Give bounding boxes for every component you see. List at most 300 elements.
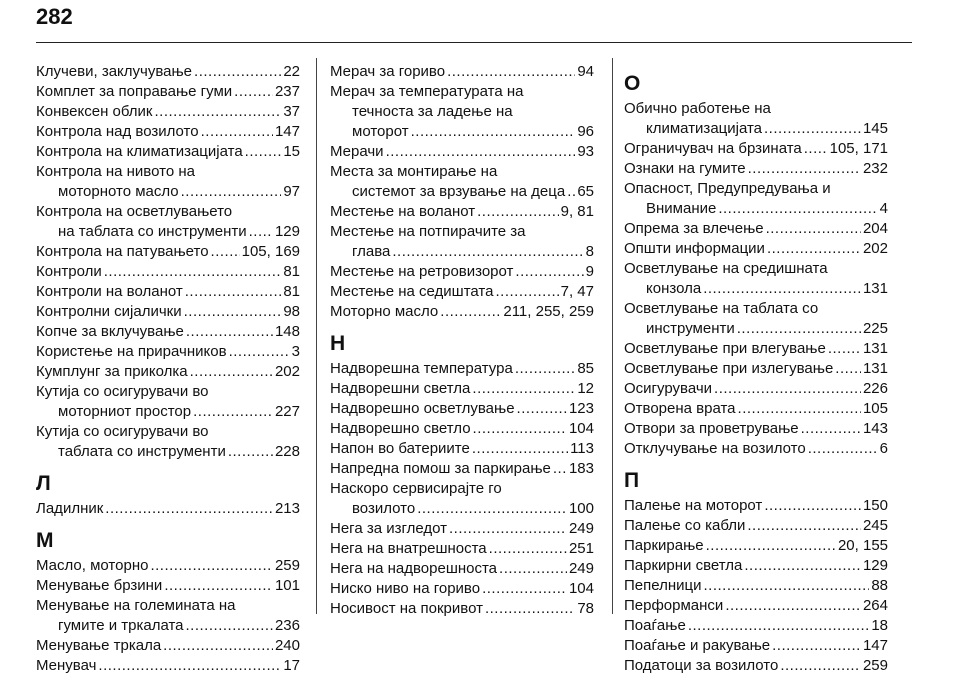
index-entry-term: Места за монтирање на xyxy=(330,163,498,180)
dot-leader xyxy=(482,579,567,599)
index-entry xyxy=(624,439,888,459)
index-entry xyxy=(624,359,888,379)
index-entry-pages: 145 xyxy=(862,120,888,137)
index-entry xyxy=(624,159,888,179)
index-entry-term: Надворешна температура xyxy=(330,360,513,377)
index-entry-term: Ладилник xyxy=(36,500,104,517)
index-entry-term: Податоци за возилото xyxy=(624,657,779,674)
index-entry-row xyxy=(330,579,594,599)
index-entry xyxy=(330,262,594,282)
index-entry-term: Ознаки на гумите xyxy=(624,160,746,177)
index-entry-pages: 143 xyxy=(862,420,888,437)
index-entry xyxy=(36,382,300,422)
index-entry-row xyxy=(330,439,594,459)
index-entry-term: Осветлување при излегување xyxy=(624,360,834,377)
index-entry-row xyxy=(330,142,594,162)
index-entry-row xyxy=(36,122,300,142)
index-entry-term: Контроли на воланот xyxy=(36,283,183,300)
index-entry xyxy=(330,559,594,579)
index-entry xyxy=(36,322,300,342)
dot-leader xyxy=(181,182,282,202)
index-letter-heading: П xyxy=(624,469,640,492)
index-entry-pages: 213 xyxy=(274,500,300,517)
dot-leader xyxy=(553,459,567,479)
index-entry xyxy=(624,399,888,419)
dot-leader xyxy=(835,359,861,379)
dot-leader xyxy=(163,636,273,656)
dot-leader xyxy=(211,242,240,262)
index-entry-row xyxy=(330,399,594,419)
index-entry-pages: 81 xyxy=(283,263,300,280)
index-entry-term: Конвексен облик xyxy=(36,103,153,120)
dot-leader xyxy=(828,339,861,359)
index-entry-row xyxy=(624,596,888,616)
dot-leader xyxy=(517,399,567,419)
index-entry-pages: 202 xyxy=(862,240,888,257)
page-number: 282 xyxy=(36,4,73,29)
index-entry-pages: 20, 155 xyxy=(837,537,888,554)
index-entry-pages: 148 xyxy=(274,323,300,340)
index-entry xyxy=(36,422,300,462)
dot-leader xyxy=(472,439,568,459)
dot-leader xyxy=(747,516,861,536)
index-entry-row xyxy=(330,302,594,322)
index-entry-term: Масло, моторно xyxy=(36,557,149,574)
index-entry-pages: 93 xyxy=(577,143,594,160)
index-entry-subterm: конзола xyxy=(646,280,702,297)
index-entry-term: Општи информации xyxy=(624,240,765,257)
index-entry-term: Осветлување на таблата со xyxy=(624,300,819,317)
index-entry-row xyxy=(624,279,888,299)
index-entry-term: Опрема за влечење xyxy=(624,220,764,237)
index-entry-term: Опасност, Предупредувања и xyxy=(624,180,831,197)
index-entry-row xyxy=(330,559,594,579)
index-entry-pages: 65 xyxy=(577,183,594,200)
index-entry-term: Нега на внатрешноста xyxy=(330,540,487,557)
index-entry-pages: 105, 169 xyxy=(241,243,300,260)
index-entry-pages: 88 xyxy=(871,577,888,594)
dot-leader xyxy=(703,279,861,299)
index-entry-term: Контрола над возилото xyxy=(36,123,199,140)
index-letter-heading: М xyxy=(36,529,54,552)
index-entry-row xyxy=(624,339,888,359)
index-entry-pages: 105 xyxy=(862,400,888,417)
index-entry xyxy=(36,242,300,262)
dot-leader xyxy=(780,656,861,676)
index-entry xyxy=(624,496,888,516)
index-entry-pages: 245 xyxy=(862,517,888,534)
index-entry-term: Менување брзини xyxy=(36,577,163,594)
dot-leader xyxy=(718,199,877,219)
index-entry-term: Отворена врата xyxy=(624,400,736,417)
index-entry-term: Перформанси xyxy=(624,597,724,614)
dot-leader xyxy=(447,62,575,82)
index-entry xyxy=(36,262,300,282)
index-entry xyxy=(624,636,888,656)
index-entry-row xyxy=(330,459,594,479)
index-entry-term: Поаѓање xyxy=(624,617,686,634)
index-entry-pages: 8 xyxy=(585,243,594,260)
dot-leader xyxy=(499,559,567,579)
index-entry-term: Менувач xyxy=(36,657,97,674)
index-entry-subterm: возилото xyxy=(352,500,416,517)
dot-leader xyxy=(184,302,282,322)
index-entry-term: Нега на надворешноста xyxy=(330,560,498,577)
index-entry-row xyxy=(624,139,888,159)
index-entry-term: Местење на ретровизорот xyxy=(330,263,514,280)
index-entry-row xyxy=(624,556,888,576)
dot-leader xyxy=(185,282,282,302)
index-entry-row xyxy=(36,222,300,242)
dot-leader xyxy=(201,122,273,142)
index-entry-row xyxy=(624,119,888,139)
index-entry-pages: 147 xyxy=(274,123,300,140)
index-entry xyxy=(624,219,888,239)
index-entry-pages: 97 xyxy=(283,183,300,200)
index-entry-term: Пепелници xyxy=(624,577,702,594)
index-entry-row xyxy=(36,82,300,102)
index-entry-row xyxy=(624,536,888,556)
index-entry-pages: 104 xyxy=(568,580,594,597)
dot-leader xyxy=(495,282,558,302)
index-entry-subterm: системот за врзување на деца xyxy=(352,183,566,200)
dot-leader xyxy=(808,439,878,459)
index-entry xyxy=(330,82,594,142)
dot-leader xyxy=(766,219,861,239)
index-entry xyxy=(624,139,888,159)
index-entry-row xyxy=(36,282,300,302)
index-entry-pages: 81 xyxy=(283,283,300,300)
index-entry-row xyxy=(624,399,888,419)
index-entry xyxy=(330,302,594,322)
index-entry-pages: 129 xyxy=(862,557,888,574)
index-entry-row xyxy=(330,519,594,539)
dot-leader xyxy=(737,319,861,339)
index-entry-row xyxy=(624,616,888,636)
dot-leader xyxy=(764,496,861,516)
index-entry-row xyxy=(36,576,300,596)
index-entry-term: Контрола на осветлувањето xyxy=(36,203,233,220)
index-entry-row xyxy=(36,499,300,519)
dot-leader xyxy=(714,379,861,399)
index-entry-row xyxy=(36,322,300,342)
index-entry-pages: 264 xyxy=(862,597,888,614)
index-entry-row xyxy=(36,556,300,576)
index-entry-row xyxy=(330,599,594,619)
index-entry-pages: 211, 255, 259 xyxy=(503,303,594,320)
dot-leader xyxy=(449,519,567,539)
index-entry xyxy=(624,596,888,616)
index-entry-row xyxy=(330,202,594,222)
index-entry-term: Обично работење на xyxy=(624,100,771,117)
index-entry xyxy=(330,419,594,439)
index-entry xyxy=(624,179,888,219)
index-entry-pages: 259 xyxy=(274,557,300,574)
index-entry-term: Моторно масло xyxy=(330,303,439,320)
index-entry-subterm: глава xyxy=(352,243,391,260)
index-entry-row xyxy=(36,102,300,122)
index-entry-row xyxy=(624,379,888,399)
index-column-1 xyxy=(36,62,300,676)
index-entry-term: Осигурувачи xyxy=(624,380,713,397)
index-entry-row xyxy=(330,262,594,282)
index-entry-term: Наскоро сервисирајте го xyxy=(330,480,502,497)
index-entry-pages: 237 xyxy=(274,83,300,100)
index-entry-pages: 17 xyxy=(283,657,300,674)
index-entry-term: Напон во батериите xyxy=(330,440,470,457)
index-entry xyxy=(330,479,594,519)
index-entry-row xyxy=(36,262,300,282)
index-entry-row xyxy=(36,302,300,322)
index-entry xyxy=(624,339,888,359)
index-entry-term: Контролни сијалички xyxy=(36,303,182,320)
index-entry-pages: 249 xyxy=(568,560,594,577)
index-entry-term: Мерач за температурата на xyxy=(330,83,524,100)
header-rule xyxy=(36,42,912,43)
index-entry-subterm: моторното масло xyxy=(58,183,179,200)
index-entry-row xyxy=(36,616,300,636)
index-entry-pages: 129 xyxy=(274,223,300,240)
index-entry xyxy=(36,576,300,596)
index-entry-row xyxy=(330,499,594,519)
index-entry-pages: 251 xyxy=(568,540,594,557)
index-entry-row xyxy=(330,419,594,439)
index-entry xyxy=(36,82,300,102)
index-entry-pages: 96 xyxy=(577,123,594,140)
index-entry-row xyxy=(36,182,300,202)
index-entry-row xyxy=(624,239,888,259)
index-entry-term: Кумплунг за приколка xyxy=(36,363,188,380)
index-entry xyxy=(330,579,594,599)
index-entry xyxy=(624,656,888,676)
index-entry-term: Кутија со осигурувачи во xyxy=(36,383,209,400)
index-entry-term: Местење на потпирачите за xyxy=(330,223,526,240)
dot-leader xyxy=(411,122,576,142)
index-entry xyxy=(36,102,300,122)
index-entry-row xyxy=(624,656,888,676)
index-entry-pages: 9, 81 xyxy=(560,203,594,220)
index-entry-term: Надворешно осветлување xyxy=(330,400,515,417)
index-entry-row xyxy=(330,182,594,202)
index-entry xyxy=(330,599,594,619)
index-entry-term: Отвори за проветрување xyxy=(624,420,799,437)
index-entry-pages: 226 xyxy=(862,380,888,397)
index-entry-pages: 150 xyxy=(862,497,888,514)
index-entry-row xyxy=(36,442,300,462)
index-entry-row xyxy=(624,419,888,439)
index-entry-pages: 100 xyxy=(568,500,594,517)
column-divider xyxy=(316,58,317,614)
index-entry-subterm: климатизацијата xyxy=(646,120,763,137)
index-entry-row xyxy=(36,342,300,362)
index-entry-term: Носивост на покривот xyxy=(330,600,483,617)
index-entry xyxy=(36,62,300,82)
index-entry-pages: 236 xyxy=(274,617,300,634)
index-entry xyxy=(330,399,594,419)
index-entry-term: Менување на големината на xyxy=(36,597,236,614)
index-entry-pages: 104 xyxy=(568,420,594,437)
index-entry-pages: 147 xyxy=(862,637,888,654)
index-entry-row xyxy=(330,539,594,559)
dot-leader xyxy=(164,576,273,596)
index-entry xyxy=(330,202,594,222)
dot-leader xyxy=(489,539,567,559)
index-entry-row xyxy=(330,282,594,302)
index-entry-row xyxy=(36,636,300,656)
index-entry-subterm: инструменти xyxy=(646,320,735,337)
index-entry-pages: 123 xyxy=(568,400,594,417)
index-entry-row xyxy=(624,576,888,596)
index-entry-row xyxy=(36,242,300,262)
index-entry xyxy=(36,282,300,302)
index-entry-row xyxy=(330,359,594,379)
dot-leader xyxy=(186,322,273,342)
index-entry-term: Местење на воланот xyxy=(330,203,476,220)
index-entry-row xyxy=(36,656,300,676)
index-entry-term: Паркирање xyxy=(624,537,704,554)
index-entry-term: Мерачи xyxy=(330,143,384,160)
index-entry-term: Мерач за гориво xyxy=(330,63,446,80)
dot-leader xyxy=(515,262,583,282)
dot-leader xyxy=(150,556,273,576)
index-entry-subterm: Внимание xyxy=(646,200,717,217)
index-entry xyxy=(36,596,300,636)
index-entry xyxy=(624,299,888,339)
index-entry xyxy=(36,342,300,362)
index-entry-term: Паркирни светла xyxy=(624,557,743,574)
index-entry-pages: 15 xyxy=(283,143,300,160)
index-entry-row xyxy=(330,62,594,82)
index-entry-term: Нега за изгледот xyxy=(330,520,448,537)
index-entry-term: Поаѓање и ракување xyxy=(624,637,771,654)
dot-leader xyxy=(748,159,861,179)
index-entry xyxy=(330,282,594,302)
index-entry-term: Клучеви, заклучување xyxy=(36,63,193,80)
dot-leader xyxy=(234,82,273,102)
index-entry-pages: 94 xyxy=(577,63,594,80)
index-entry-row xyxy=(36,402,300,422)
index-entry-term: Контрола на патувањето xyxy=(36,243,209,260)
index-entry xyxy=(330,142,594,162)
dot-leader xyxy=(703,576,869,596)
index-entry-term: течноста за ладење на xyxy=(352,103,513,120)
dot-leader xyxy=(193,402,273,422)
index-entry-pages: 18 xyxy=(871,617,888,634)
index-entry xyxy=(36,142,300,162)
index-entry-term: Кутија со осигурувачи во xyxy=(36,423,209,440)
index-entry xyxy=(624,536,888,556)
index-entry xyxy=(36,302,300,322)
dot-leader xyxy=(772,636,861,656)
dot-leader xyxy=(567,182,575,202)
index-entry-pages: 227 xyxy=(274,403,300,420)
index-entry-pages: 131 xyxy=(862,280,888,297)
index-entry-term: Палење со кабли xyxy=(624,517,746,534)
index-entry-row xyxy=(624,359,888,379)
index-entry-term: Контроли xyxy=(36,263,102,280)
index-entry-pages: 183 xyxy=(568,460,594,477)
index-entry-term: Осветлување на средишната xyxy=(624,260,828,277)
index-entry xyxy=(624,239,888,259)
dot-leader xyxy=(515,359,576,379)
index-entry-pages: 101 xyxy=(274,577,300,594)
dot-leader xyxy=(440,302,501,322)
index-entry xyxy=(36,122,300,142)
index-letter-heading: Н xyxy=(330,332,346,355)
index-entry-term: Осветлување при влегување xyxy=(624,340,826,357)
dot-leader xyxy=(417,499,567,519)
index-entry-term: Ограничувач на брзината xyxy=(624,140,802,157)
dot-leader xyxy=(473,419,567,439)
index-entry xyxy=(624,616,888,636)
dot-leader xyxy=(725,596,861,616)
index-entry xyxy=(330,379,594,399)
index-entry-pages: 228 xyxy=(274,443,300,460)
index-entry-row xyxy=(624,636,888,656)
index-entry xyxy=(624,576,888,596)
index-entry-pages: 22 xyxy=(283,63,300,80)
index-entry-pages: 37 xyxy=(283,103,300,120)
index-entry-pages: 4 xyxy=(879,200,888,217)
column-divider xyxy=(612,58,613,614)
index-entry-pages: 78 xyxy=(577,600,594,617)
dot-leader xyxy=(190,362,273,382)
index-letter-heading: О xyxy=(624,72,641,95)
index-entry xyxy=(624,419,888,439)
index-entry-pages: 113 xyxy=(570,440,594,457)
index-entry-row xyxy=(36,362,300,382)
index-entry xyxy=(36,656,300,676)
dot-leader xyxy=(764,119,861,139)
dot-leader xyxy=(485,599,575,619)
index-entry-term: Отклучување на возилото xyxy=(624,440,806,457)
index-entry-pages: 7, 47 xyxy=(560,283,594,300)
index-entry-term: Менување тркала xyxy=(36,637,162,654)
dot-leader xyxy=(105,499,273,519)
index-entry-subterm: моторот xyxy=(352,123,409,140)
index-entry-row xyxy=(330,242,594,262)
index-entry-pages: 131 xyxy=(862,360,888,377)
index-entry xyxy=(330,439,594,459)
index-entry-pages: 249 xyxy=(568,520,594,537)
dot-leader xyxy=(245,142,282,162)
dot-leader xyxy=(249,222,273,242)
index-entry-pages: 85 xyxy=(577,360,594,377)
dot-leader xyxy=(744,556,861,576)
dot-leader xyxy=(706,536,836,556)
index-entry xyxy=(624,259,888,299)
index-entry xyxy=(36,162,300,202)
index-entry-pages: 12 xyxy=(577,380,594,397)
index-entry xyxy=(330,459,594,479)
dot-leader xyxy=(472,379,575,399)
dot-leader xyxy=(688,616,870,636)
index-entry-row xyxy=(624,159,888,179)
index-entry-row xyxy=(624,219,888,239)
index-entry-row xyxy=(624,496,888,516)
index-entry-pages: 259 xyxy=(862,657,888,674)
dot-leader xyxy=(229,342,290,362)
dot-leader xyxy=(98,656,281,676)
index-entry-pages: 204 xyxy=(862,220,888,237)
index-entry-row xyxy=(624,319,888,339)
dot-leader xyxy=(477,202,559,222)
index-entry-term: Ниско ниво на гориво xyxy=(330,580,481,597)
index-entry-term: Палење на моторот xyxy=(624,497,763,514)
dot-leader xyxy=(392,242,583,262)
index-entry-pages: 6 xyxy=(879,440,888,457)
index-entry-row xyxy=(624,516,888,536)
